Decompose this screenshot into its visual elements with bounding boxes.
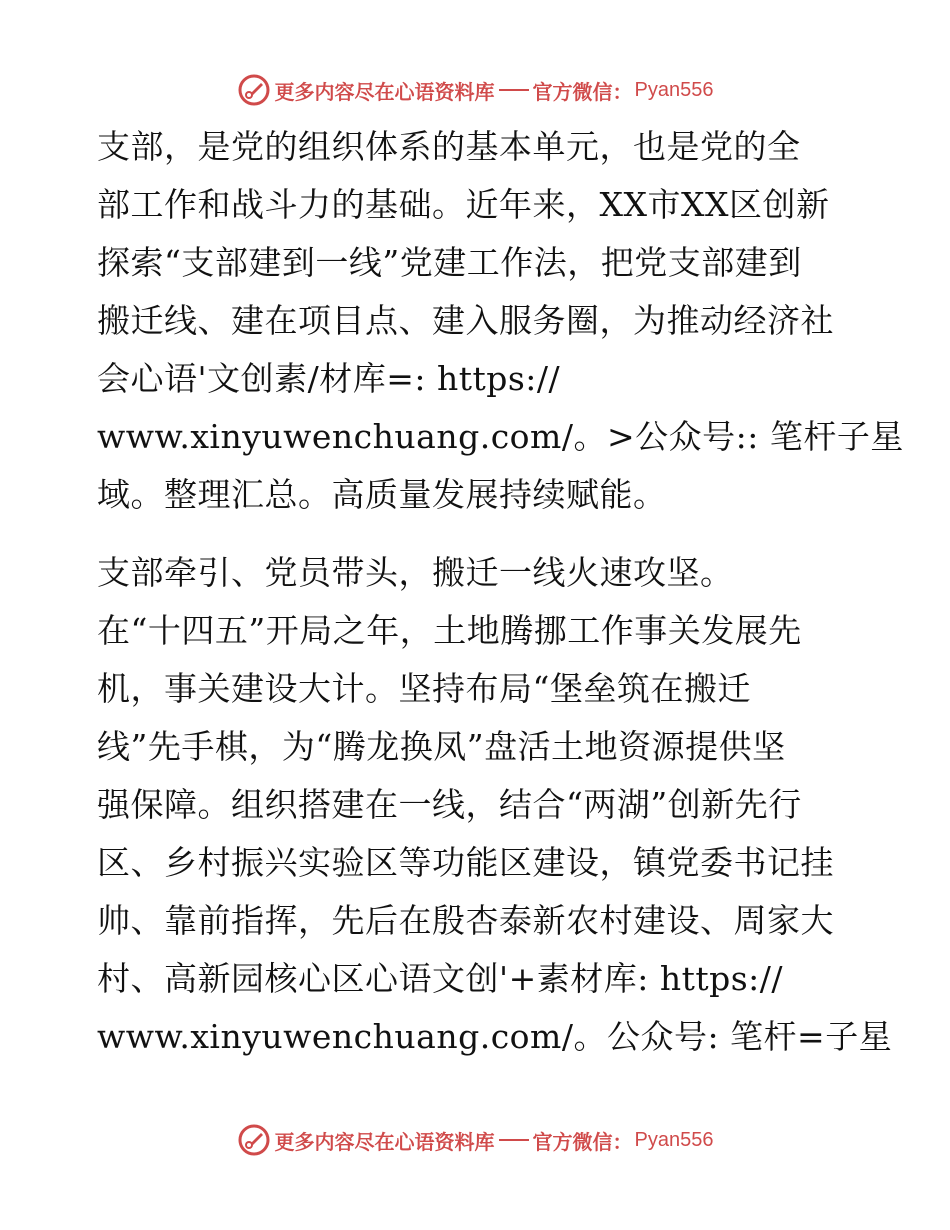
footer-watermark — [0, 1120, 950, 1160]
text-line: 部工作和战斗力的基础。近年来，XX市XX区创新 — [97, 185, 830, 224]
document-body — [97, 118, 904, 1066]
header-watermark — [0, 70, 950, 110]
text-line: 在“十四五”开局之年，土地腾挪工作事关发展先 — [97, 611, 802, 650]
text-line: 探索“支部建到一线”党建工作法，把党支部建到 — [97, 243, 802, 282]
text-line: 帅、靠前指挥，先后在殷杏泰新农村建设、周家大 — [97, 901, 834, 940]
banner-subtitle: 官方微信： — [532, 79, 633, 104]
text-line: 强保障。组织搭建在一线，结合“两湖”创新先行 — [97, 785, 802, 824]
banner-divider — [499, 89, 529, 91]
banner-title: 更多内容尽在心语资料库 — [274, 1129, 495, 1154]
quill-logo-icon — [237, 73, 271, 107]
paragraph-1 — [97, 118, 904, 524]
banner-subtitle: 官方微信： — [532, 1129, 633, 1154]
text-line: 会心语'文创素/材库=: https:// — [97, 359, 561, 398]
text-line: 搬迁线、建在项目点、建入服务圈，为推动经济社 — [97, 301, 834, 340]
text-line: 支部，是党的组织体系的基本单元，也是党的全 — [97, 127, 801, 166]
text-line: 支部牵引、党员带头，搬迁一线火速攻坚。 — [97, 553, 734, 592]
text-line: 区、乡村振兴实验区等功能区建设，镇党委书记挂 — [97, 843, 834, 882]
text-line: 村、高新园核心区心语文创'+素材库: https:// — [97, 959, 784, 998]
quill-logo-icon — [237, 1123, 271, 1157]
paragraph-gap — [97, 524, 857, 544]
banner-divider — [499, 1139, 529, 1141]
banner-title: 更多内容尽在心语资料库 — [274, 79, 495, 104]
text-line: www.xinyuwenchuang.com/。>公众号:: 笔杆子星 — [97, 417, 904, 456]
banner-account: Pyan556 — [634, 78, 714, 101]
text-line: 线”先手棋，为“腾龙换凤”盘活土地资源提供坚 — [97, 727, 786, 766]
text-line: www.xinyuwenchuang.com/。公众号: 笔杆=子星 — [97, 1017, 893, 1056]
banner-account: Pyan556 — [634, 1128, 714, 1151]
paragraph-2 — [97, 544, 893, 1066]
text-line: 域。整理汇总。高质量发展持续赋能。 — [97, 475, 667, 514]
text-line: 机，事关建设大计。坚持布局“堡垒筑在搬迁 — [97, 669, 751, 708]
